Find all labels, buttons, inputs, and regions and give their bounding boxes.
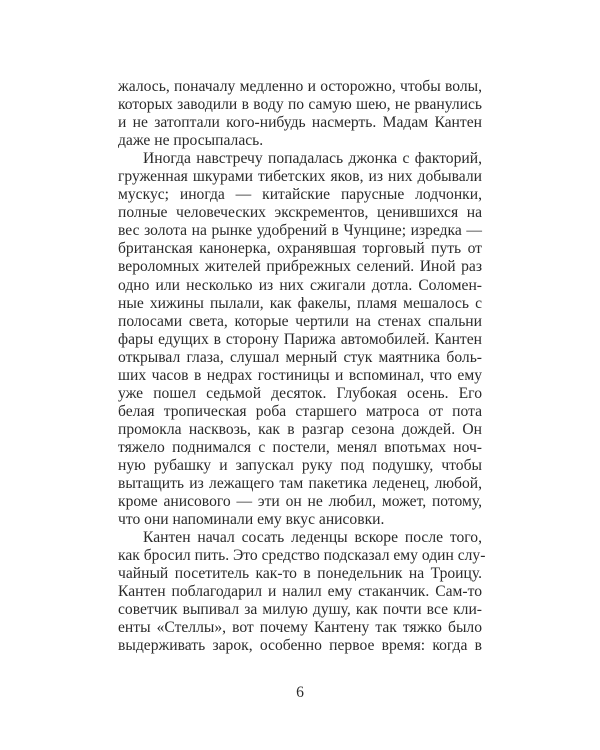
text-line: ную рубашку и запускал руку под подушку, чтобы [118, 456, 482, 474]
text-line: советчик выпивал за милую душу, как почти все кли- [118, 601, 482, 619]
page-number: 6 [296, 684, 304, 701]
text-line: фары едущих в сторону Парижа автомобилей. Кантен [118, 330, 482, 348]
text-line: груженная шкурами тибетских яков, из них добывали [118, 168, 482, 186]
text-line: енты «Стеллы», вот почему Кантену так тяжко было [118, 619, 482, 637]
text-line: вероломных жителей прибрежных селений. Иной раз [118, 258, 482, 276]
paragraph [118, 150, 482, 529]
text-line: вытащить из лежащего там пакетика леденец, любой, [118, 475, 482, 493]
text-line: и не затоптали кого-нибудь насмерть. Мадам Кантен [118, 114, 482, 132]
text-line: белая тропическая роба старшего матроса от пота [118, 402, 482, 420]
text-line: Кантен поблагодарил и налил ему стаканчик. Сам-то [118, 583, 482, 601]
text-line: тяжело поднимался с постели, менял впотьмах ноч- [118, 438, 482, 456]
text-line: чайный посетитель как-то в понедельник на Троицу. [118, 565, 482, 583]
text-line: британская канонерка, охранявшая торговый путь от [118, 240, 482, 258]
text-line: ные хижины пылали, как факелы, пламя мешалось с [118, 294, 482, 312]
text-line: открывал глаза, слушал мерный стук маятника боль- [118, 348, 482, 366]
page-body-text [118, 78, 486, 656]
text-line: жалось, поначалу медленно и осторожно, чтобы волы, [118, 78, 482, 95]
text-line: вес золота на рынке удобрений в Чунцине; изредка — [118, 222, 482, 240]
paragraph [118, 529, 486, 655]
text-line: ших часов в недрах гостиницы и вспоминал, что ему [118, 366, 482, 384]
text-line: кроме анисового — эти он не любил, может, потому, [118, 493, 482, 511]
text-line: промокла насквозь, как в разгар сезона дождей. Он [118, 420, 482, 438]
text-line: которых заводили в воду по самую шею, не рванулись [118, 96, 482, 114]
text-line: выдерживать зарок, особенно первое время: когда в [118, 637, 482, 655]
text-line: уже пошел седьмой десяток. Глубокая осень. Его [118, 384, 482, 402]
text-line: одно или несколько из них сжигали дотла. Соломен- [118, 276, 482, 294]
text-line: как бросил пить. Это средство подсказал ему один слу- [118, 547, 486, 565]
text-line: что они напоминали ему вкус анисовки. [118, 511, 385, 529]
text-line: даже не просыпалась. [118, 132, 264, 150]
text-line: полные человеческих экскрементов, ценившихся на [118, 204, 482, 222]
paragraph [118, 78, 482, 150]
text-line: полосами света, которые чертили на стенах спальни [118, 312, 482, 330]
text-line: мускус; иногда — китайские парусные лодчонки, [118, 186, 482, 204]
text-line: Иногда навстречу попадалась джонка с факторий, [143, 150, 482, 168]
text-line: Кантен начал сосать леденцы вскоре после того, [143, 529, 482, 547]
